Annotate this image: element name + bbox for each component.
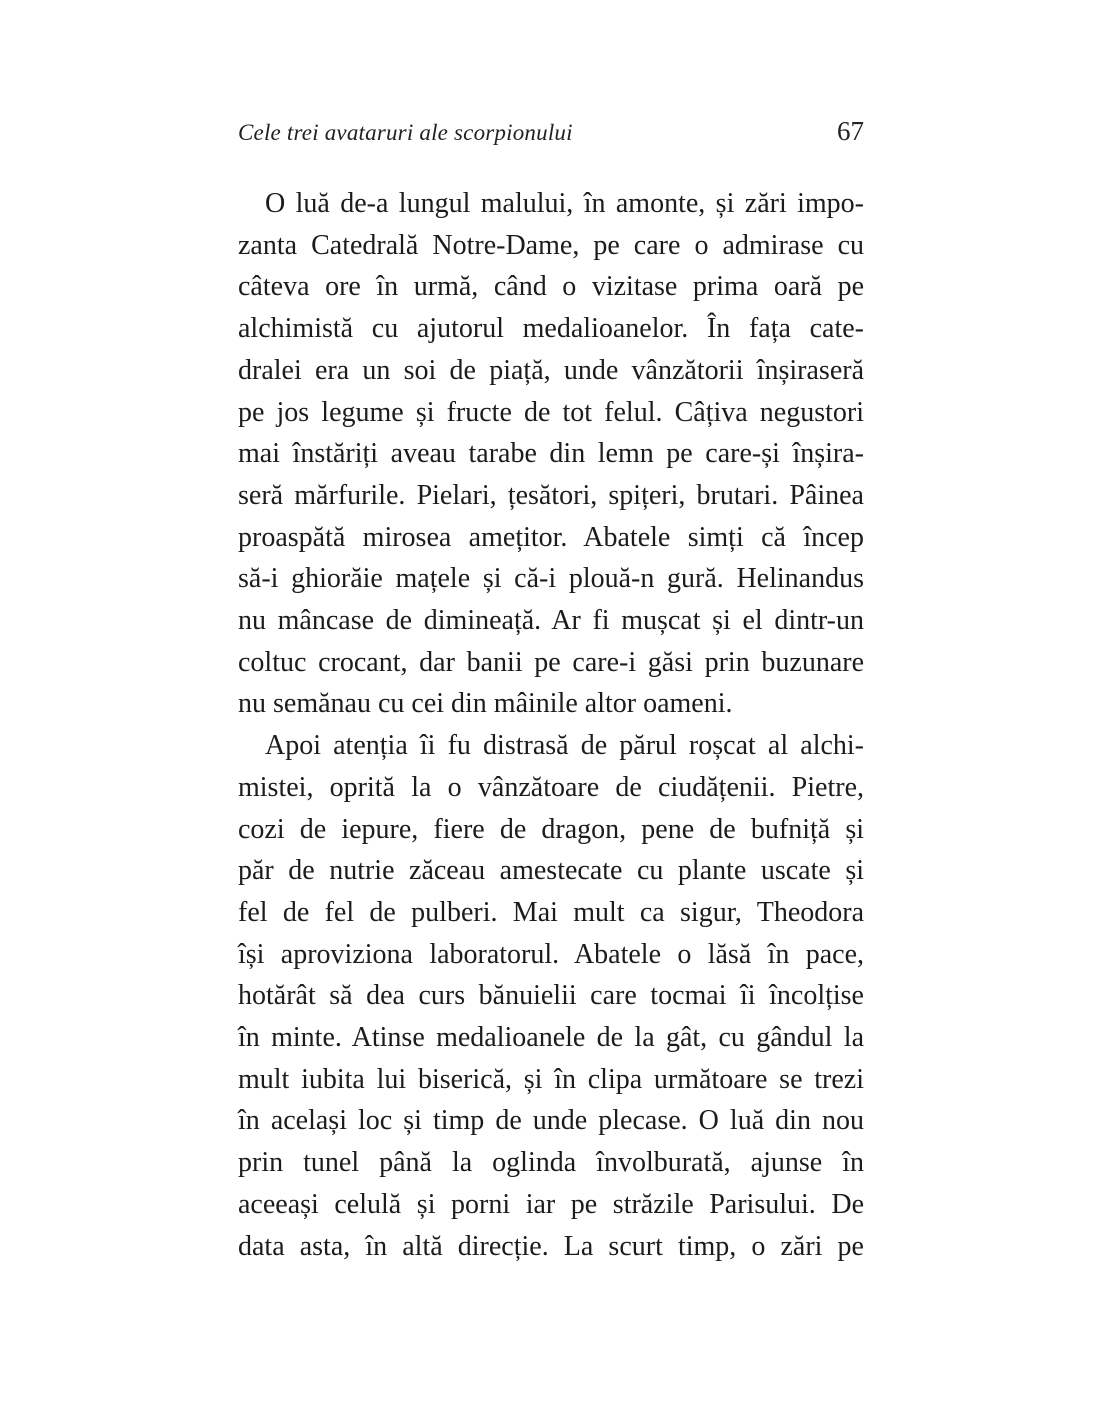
text-line: mistei, oprită la o vânzătoare de ciudățenii. Pietre, xyxy=(238,771,864,803)
text-line: să-i ghiorăie mațele și că-i plouă-n gură. Helinandus xyxy=(238,563,864,595)
text-line: proaspătă mirosea amețitor. Abatele simți că încep xyxy=(238,521,864,553)
text-line: hotărât să dea curs bănuielii care tocmai îi încolțise xyxy=(238,980,864,1012)
text-line: seră mărfurile. Pielari, țesători, spițeri, brutari. Pâinea xyxy=(238,479,864,511)
paragraph xyxy=(238,183,864,725)
text-line: mai înstăriți aveau tarabe din lemn pe care-și înșira- xyxy=(238,438,864,470)
text-line: aceeași celulă și porni iar pe străzile Parisului. De xyxy=(238,1188,864,1220)
text-line: dralei era un soi de piață, unde vânzătorii înșiraseră xyxy=(238,354,864,386)
text-line: coltuc crocant, dar banii pe care-i găsi prin buzunare xyxy=(238,646,864,678)
text-line: pe jos legume și fructe de tot felul. Câțiva negustori xyxy=(238,396,864,428)
text-line: cozi de iepure, fiere de dragon, pene de bufniță și xyxy=(238,813,864,845)
text-line: data asta, în altă direcție. La scurt timp, o zări pe xyxy=(238,1230,864,1262)
text-line: câteva ore în urmă, când o vizitase prima oară pe xyxy=(238,271,864,303)
text-line: în același loc și timp de unde plecase. O luă din nou xyxy=(238,1105,864,1137)
page-number: 67 xyxy=(837,116,864,146)
text-line: fel de fel de pulberi. Mai mult ca sigur, Theodora xyxy=(238,896,864,928)
text-line: Apoi atenția îi fu distrasă de părul roșcat al alchi- xyxy=(265,730,864,762)
text-line: mult iubita lui biserică, și în clipa următoare se trezi xyxy=(238,1063,864,1095)
text-line: prin tunel până la oglinda învolburată, ajunse în xyxy=(238,1147,864,1179)
running-header xyxy=(238,116,864,147)
text-line: păr de nutrie zăceau amestecate cu plante uscate și xyxy=(238,855,864,887)
paragraph xyxy=(238,725,864,1267)
text-line: nu mâncase de dimineață. Ar fi mușcat și el dintr-un xyxy=(238,605,864,637)
text-line: alchimistă cu ajutorul medalioanelor. În fața cate- xyxy=(238,313,864,345)
text-line: zanta Catedrală Notre-Dame, pe care o admirase cu xyxy=(238,229,864,261)
text-line: O luă de-a lungul malului, în amonte, și zări impo- xyxy=(265,188,864,219)
text-line: nu semănau cu cei din mâinile altor oameni. xyxy=(238,688,733,720)
text-line: în minte. Atinse medalioanele de la gât, cu gândul la xyxy=(238,1022,864,1054)
body-text xyxy=(238,183,864,1267)
chapter-title: Cele trei avataruri ale scorpionului xyxy=(238,120,573,145)
text-line: își aproviziona laboratorul. Abatele o lăsă în pace, xyxy=(238,938,864,970)
